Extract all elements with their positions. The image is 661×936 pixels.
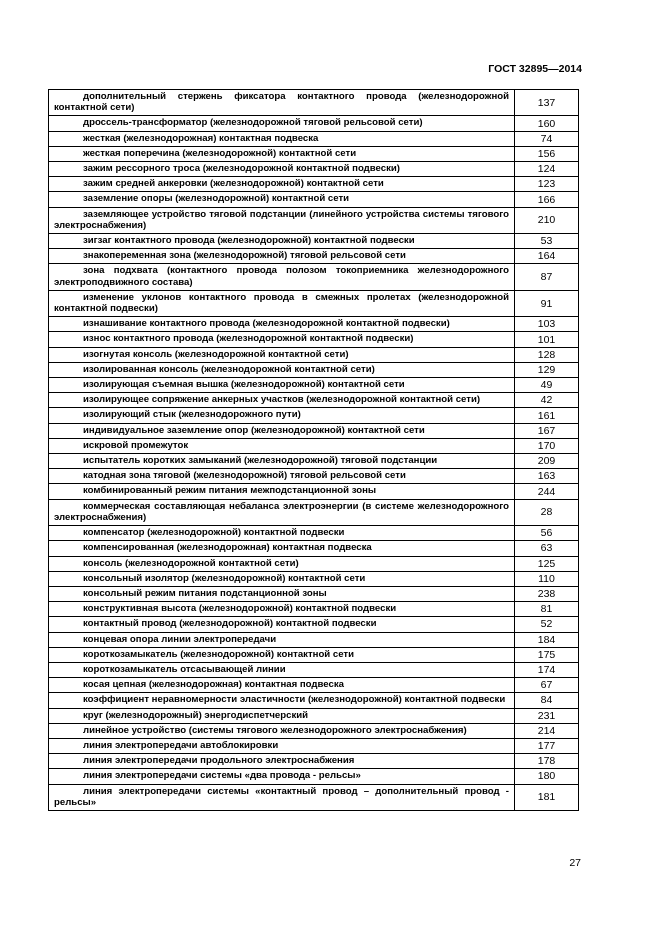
table-row <box>49 146 579 161</box>
page-ref-cell: 103 <box>515 317 579 332</box>
term-cell: изнашивание контактного провода (железнодорожной контактной подвески) <box>49 317 515 332</box>
term-cell: изменение уклонов контактного провода в смежных пролетах (железнодорожной контактной подвески) <box>49 290 515 316</box>
table-row <box>49 693 579 708</box>
table-row <box>49 249 579 264</box>
term-cell: консольный режим питания подстанционной зоны <box>49 586 515 601</box>
page-ref-cell: 181 <box>515 784 579 810</box>
page-ref-cell: 129 <box>515 362 579 377</box>
page-ref-cell: 184 <box>515 632 579 647</box>
table-row <box>49 571 579 586</box>
table-row <box>49 192 579 207</box>
table-row <box>49 408 579 423</box>
page-ref-cell: 166 <box>515 192 579 207</box>
table-row <box>49 723 579 738</box>
term-cell: компенсированная (железнодорожная) контактная подвеска <box>49 541 515 556</box>
page-ref-cell: 52 <box>515 617 579 632</box>
page-ref-cell: 163 <box>515 469 579 484</box>
table-row <box>49 662 579 677</box>
term-cell: заземление опоры (железнодорожной) контактной сети <box>49 192 515 207</box>
table-row <box>49 393 579 408</box>
term-cell: индивидуальное заземление опор (железнодорожной) контактной сети <box>49 423 515 438</box>
term-cell: зигзаг контактного провода (железнодорожной) контактной подвески <box>49 234 515 249</box>
term-cell: консоль (железнодорожной контактной сети) <box>49 556 515 571</box>
term-cell: коммерческая составляющая небаланса электроэнергии (в системе железнодорожного электроснабжения) <box>49 499 515 525</box>
term-cell: линия электропередачи автоблокировки <box>49 738 515 753</box>
page-ref-cell: 110 <box>515 571 579 586</box>
term-cell: изолирующее сопряжение анкерных участков (железнодорожной контактной сети) <box>49 393 515 408</box>
table-row <box>49 647 579 662</box>
table-row <box>49 617 579 632</box>
table-row <box>49 602 579 617</box>
table-row <box>49 769 579 784</box>
term-cell: зажим средней анкеровки (железнодорожной) контактной сети <box>49 177 515 192</box>
page-ref-cell: 137 <box>515 90 579 116</box>
page-ref-cell: 244 <box>515 484 579 499</box>
term-cell: заземляющее устройство тяговой подстанции (линейного устройства системы тягового электроснабжения) <box>49 207 515 233</box>
term-cell: линия электропередачи системы «два провода - рельсы» <box>49 769 515 784</box>
page-ref-cell: 63 <box>515 541 579 556</box>
term-cell: искровой промежуток <box>49 438 515 453</box>
table-row <box>49 541 579 556</box>
page-ref-cell: 161 <box>515 408 579 423</box>
table-row <box>49 162 579 177</box>
standard-designation: ГОСТ 32895—2014 <box>488 63 582 75</box>
table-row <box>49 484 579 499</box>
term-cell: дроссель-трансформатор (железнодорожной тяговой рельсовой сети) <box>49 116 515 131</box>
page-ref-cell: 167 <box>515 423 579 438</box>
term-cell: концевая опора линии электропередачи <box>49 632 515 647</box>
term-cell: изолированная консоль (железнодорожной контактной сети) <box>49 362 515 377</box>
table-row <box>49 499 579 525</box>
table-row <box>49 784 579 810</box>
term-cell: изогнутая консоль (железнодорожной контактной сети) <box>49 347 515 362</box>
page-ref-cell: 91 <box>515 290 579 316</box>
page-ref-cell: 178 <box>515 754 579 769</box>
page-ref-cell: 42 <box>515 393 579 408</box>
table-row <box>49 632 579 647</box>
table-row <box>49 454 579 469</box>
table-row <box>49 234 579 249</box>
table-row <box>49 362 579 377</box>
table-row <box>49 131 579 146</box>
page-ref-cell: 160 <box>515 116 579 131</box>
term-cell: зона подхвата (контактного провода полозом токоприемника железнодорожного электроподвижного состава) <box>49 264 515 290</box>
page-ref-cell: 28 <box>515 499 579 525</box>
page-ref-cell: 87 <box>515 264 579 290</box>
page-ref-cell: 164 <box>515 249 579 264</box>
table-row <box>49 332 579 347</box>
term-cell: линия электропередачи продольного электроснабжения <box>49 754 515 769</box>
table-row <box>49 347 579 362</box>
term-cell: линейное устройство (системы тягового железнодорожного электроснабжения) <box>49 723 515 738</box>
table-row <box>49 317 579 332</box>
page-ref-cell: 125 <box>515 556 579 571</box>
page-ref-cell: 156 <box>515 146 579 161</box>
page-ref-cell: 74 <box>515 131 579 146</box>
term-cell: износ контактного провода (железнодорожной контактной подвески) <box>49 332 515 347</box>
page-ref-cell: 180 <box>515 769 579 784</box>
page-ref-cell: 67 <box>515 678 579 693</box>
term-cell: коэффициент неравномерности эластичности (железнодорожной) контактной подвески <box>49 693 515 708</box>
term-cell: комбинированный режим питания межподстанционной зоны <box>49 484 515 499</box>
term-cell: зажим рессорного троса (железнодорожной контактной подвески) <box>49 162 515 177</box>
page-ref-cell: 231 <box>515 708 579 723</box>
page-ref-cell: 214 <box>515 723 579 738</box>
term-cell: линия электропередачи системы «контактный провод – дополнительный провод - рельсы» <box>49 784 515 810</box>
term-cell: катодная зона тяговой (железнодорожной) тяговой рельсовой сети <box>49 469 515 484</box>
term-cell: короткозамыкатель отсасывающей линии <box>49 662 515 677</box>
terms-index-table <box>48 89 579 811</box>
table-row <box>49 90 579 116</box>
term-cell: компенсатор (железнодорожной) контактной подвески <box>49 526 515 541</box>
term-cell: изолирующая съемная вышка (железнодорожной) контактной сети <box>49 378 515 393</box>
table-row <box>49 438 579 453</box>
page-ref-cell: 123 <box>515 177 579 192</box>
page-ref-cell: 210 <box>515 207 579 233</box>
table-row <box>49 586 579 601</box>
table-row <box>49 708 579 723</box>
page-ref-cell: 238 <box>515 586 579 601</box>
table-row <box>49 177 579 192</box>
page-ref-cell: 84 <box>515 693 579 708</box>
page-ref-cell: 124 <box>515 162 579 177</box>
page-ref-cell: 56 <box>515 526 579 541</box>
page-ref-cell: 209 <box>515 454 579 469</box>
page-number: 27 <box>569 857 581 869</box>
table-row <box>49 678 579 693</box>
term-cell: косая цепная (железнодорожная) контактная подвеска <box>49 678 515 693</box>
term-cell: конструктивная высота (железнодорожной) контактной подвески <box>49 602 515 617</box>
term-cell: жесткая (железнодорожная) контактная подвеска <box>49 131 515 146</box>
term-cell: круг (железнодорожный) энергодиспетчерский <box>49 708 515 723</box>
table-row <box>49 469 579 484</box>
table-row <box>49 378 579 393</box>
table-row <box>49 556 579 571</box>
term-cell: знакопеременная зона (железнодорожной) тяговой рельсовой сети <box>49 249 515 264</box>
term-cell: короткозамыкатель (железнодорожной) контактной сети <box>49 647 515 662</box>
table-row <box>49 738 579 753</box>
page-ref-cell: 175 <box>515 647 579 662</box>
table-row <box>49 264 579 290</box>
page-ref-cell: 49 <box>515 378 579 393</box>
table-row <box>49 290 579 316</box>
terms-index-body <box>49 90 579 811</box>
table-row <box>49 754 579 769</box>
page-ref-cell: 174 <box>515 662 579 677</box>
page-ref-cell: 53 <box>515 234 579 249</box>
page-ref-cell: 81 <box>515 602 579 617</box>
term-cell: испытатель коротких замыканий (железнодорожной) тяговой подстанции <box>49 454 515 469</box>
page-ref-cell: 177 <box>515 738 579 753</box>
table-row <box>49 116 579 131</box>
table-row <box>49 526 579 541</box>
page-ref-cell: 170 <box>515 438 579 453</box>
page-ref-cell: 101 <box>515 332 579 347</box>
term-cell: дополнительный стержень фиксатора контактного провода (железнодорожной контактной сети) <box>49 90 515 116</box>
term-cell: контактный провод (железнодорожной) контактной подвески <box>49 617 515 632</box>
term-cell: жесткая поперечина (железнодорожной) контактной сети <box>49 146 515 161</box>
table-row <box>49 423 579 438</box>
table-row <box>49 207 579 233</box>
term-cell: консольный изолятор (железнодорожной) контактной сети <box>49 571 515 586</box>
term-cell: изолирующий стык (железнодорожного пути) <box>49 408 515 423</box>
page-ref-cell: 128 <box>515 347 579 362</box>
